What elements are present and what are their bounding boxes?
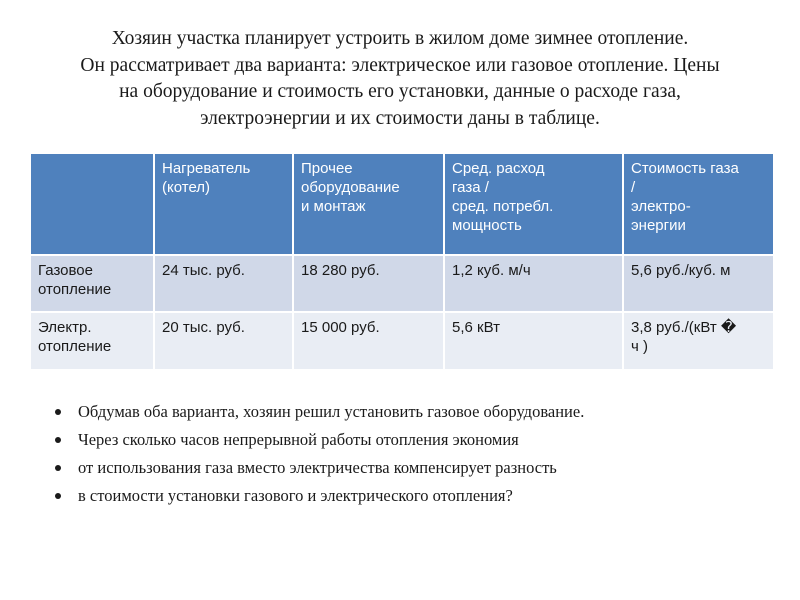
problem-statement (22, 26, 778, 132)
list-item-text: в стоимости установки газового и электрического отопления? (78, 486, 513, 505)
title-line: на оборудование и стоимость его установки, данные о расходе газа, (119, 81, 681, 102)
header-text: Прочее оборудование и монтаж (301, 160, 400, 215)
header-text: Сред. расход газа / сред. потребл. мощность (452, 160, 554, 234)
title-line: электроэнергии и их стоимости даны в таблице. (200, 107, 600, 129)
header-cell-empty (30, 153, 154, 255)
row-label-gas (30, 255, 154, 312)
table-cell: 1,2 куб. м/ч (444, 255, 623, 312)
title-line: Он рассматривает два варианта: электрическое или газовое отопление. Цены (80, 54, 720, 76)
list-item-text: Обдумав оба варианта, хозяин решил установить газовое оборудование. (78, 402, 585, 421)
list-item-text: от использования газа вместо электричества компенсирует разность (78, 458, 557, 477)
list-item (54, 426, 584, 454)
bullet-icon (55, 409, 61, 415)
question-list (54, 398, 584, 510)
bullet-icon (55, 493, 61, 499)
header-cell-heater (154, 153, 293, 255)
header-cell-consumption (444, 153, 623, 255)
table-cell: 18 280 руб. (293, 255, 444, 312)
table-row (30, 255, 774, 312)
cell-text: 3,8 руб./(кВт � ч ) (631, 319, 737, 355)
table-cell: 5,6 кВт (444, 312, 623, 370)
list-item-text: Через сколько часов непрерывной работы отопления экономия (78, 430, 519, 449)
list-item (54, 482, 584, 510)
table-cell: 15 000 руб. (293, 312, 444, 370)
list-item (54, 454, 584, 482)
row-label-electric (30, 312, 154, 370)
table-cell: 20 тыс. руб. (154, 312, 293, 370)
bullet-icon (55, 437, 61, 443)
table-cell (623, 312, 774, 370)
heating-comparison-table (29, 152, 775, 371)
cell-text: Электр. отопление (38, 319, 112, 355)
table-cell: 24 тыс. руб. (154, 255, 293, 312)
table-cell: 5,6 руб./куб. м (623, 255, 774, 312)
header-cell-price (623, 153, 774, 255)
title-line: Хозяин участка планирует устроить в жилом доме зимнее отопление. (111, 28, 689, 49)
list-item (54, 398, 584, 426)
header-text: Нагреватель (котел) (162, 160, 251, 196)
table-row (30, 312, 774, 370)
header-cell-equipment (293, 153, 444, 255)
table-header-row (30, 153, 774, 255)
cell-text: Газовое отопление (38, 262, 112, 298)
header-text: Стоимость газа / электро- энергии (631, 160, 739, 234)
bullet-icon (55, 465, 61, 471)
